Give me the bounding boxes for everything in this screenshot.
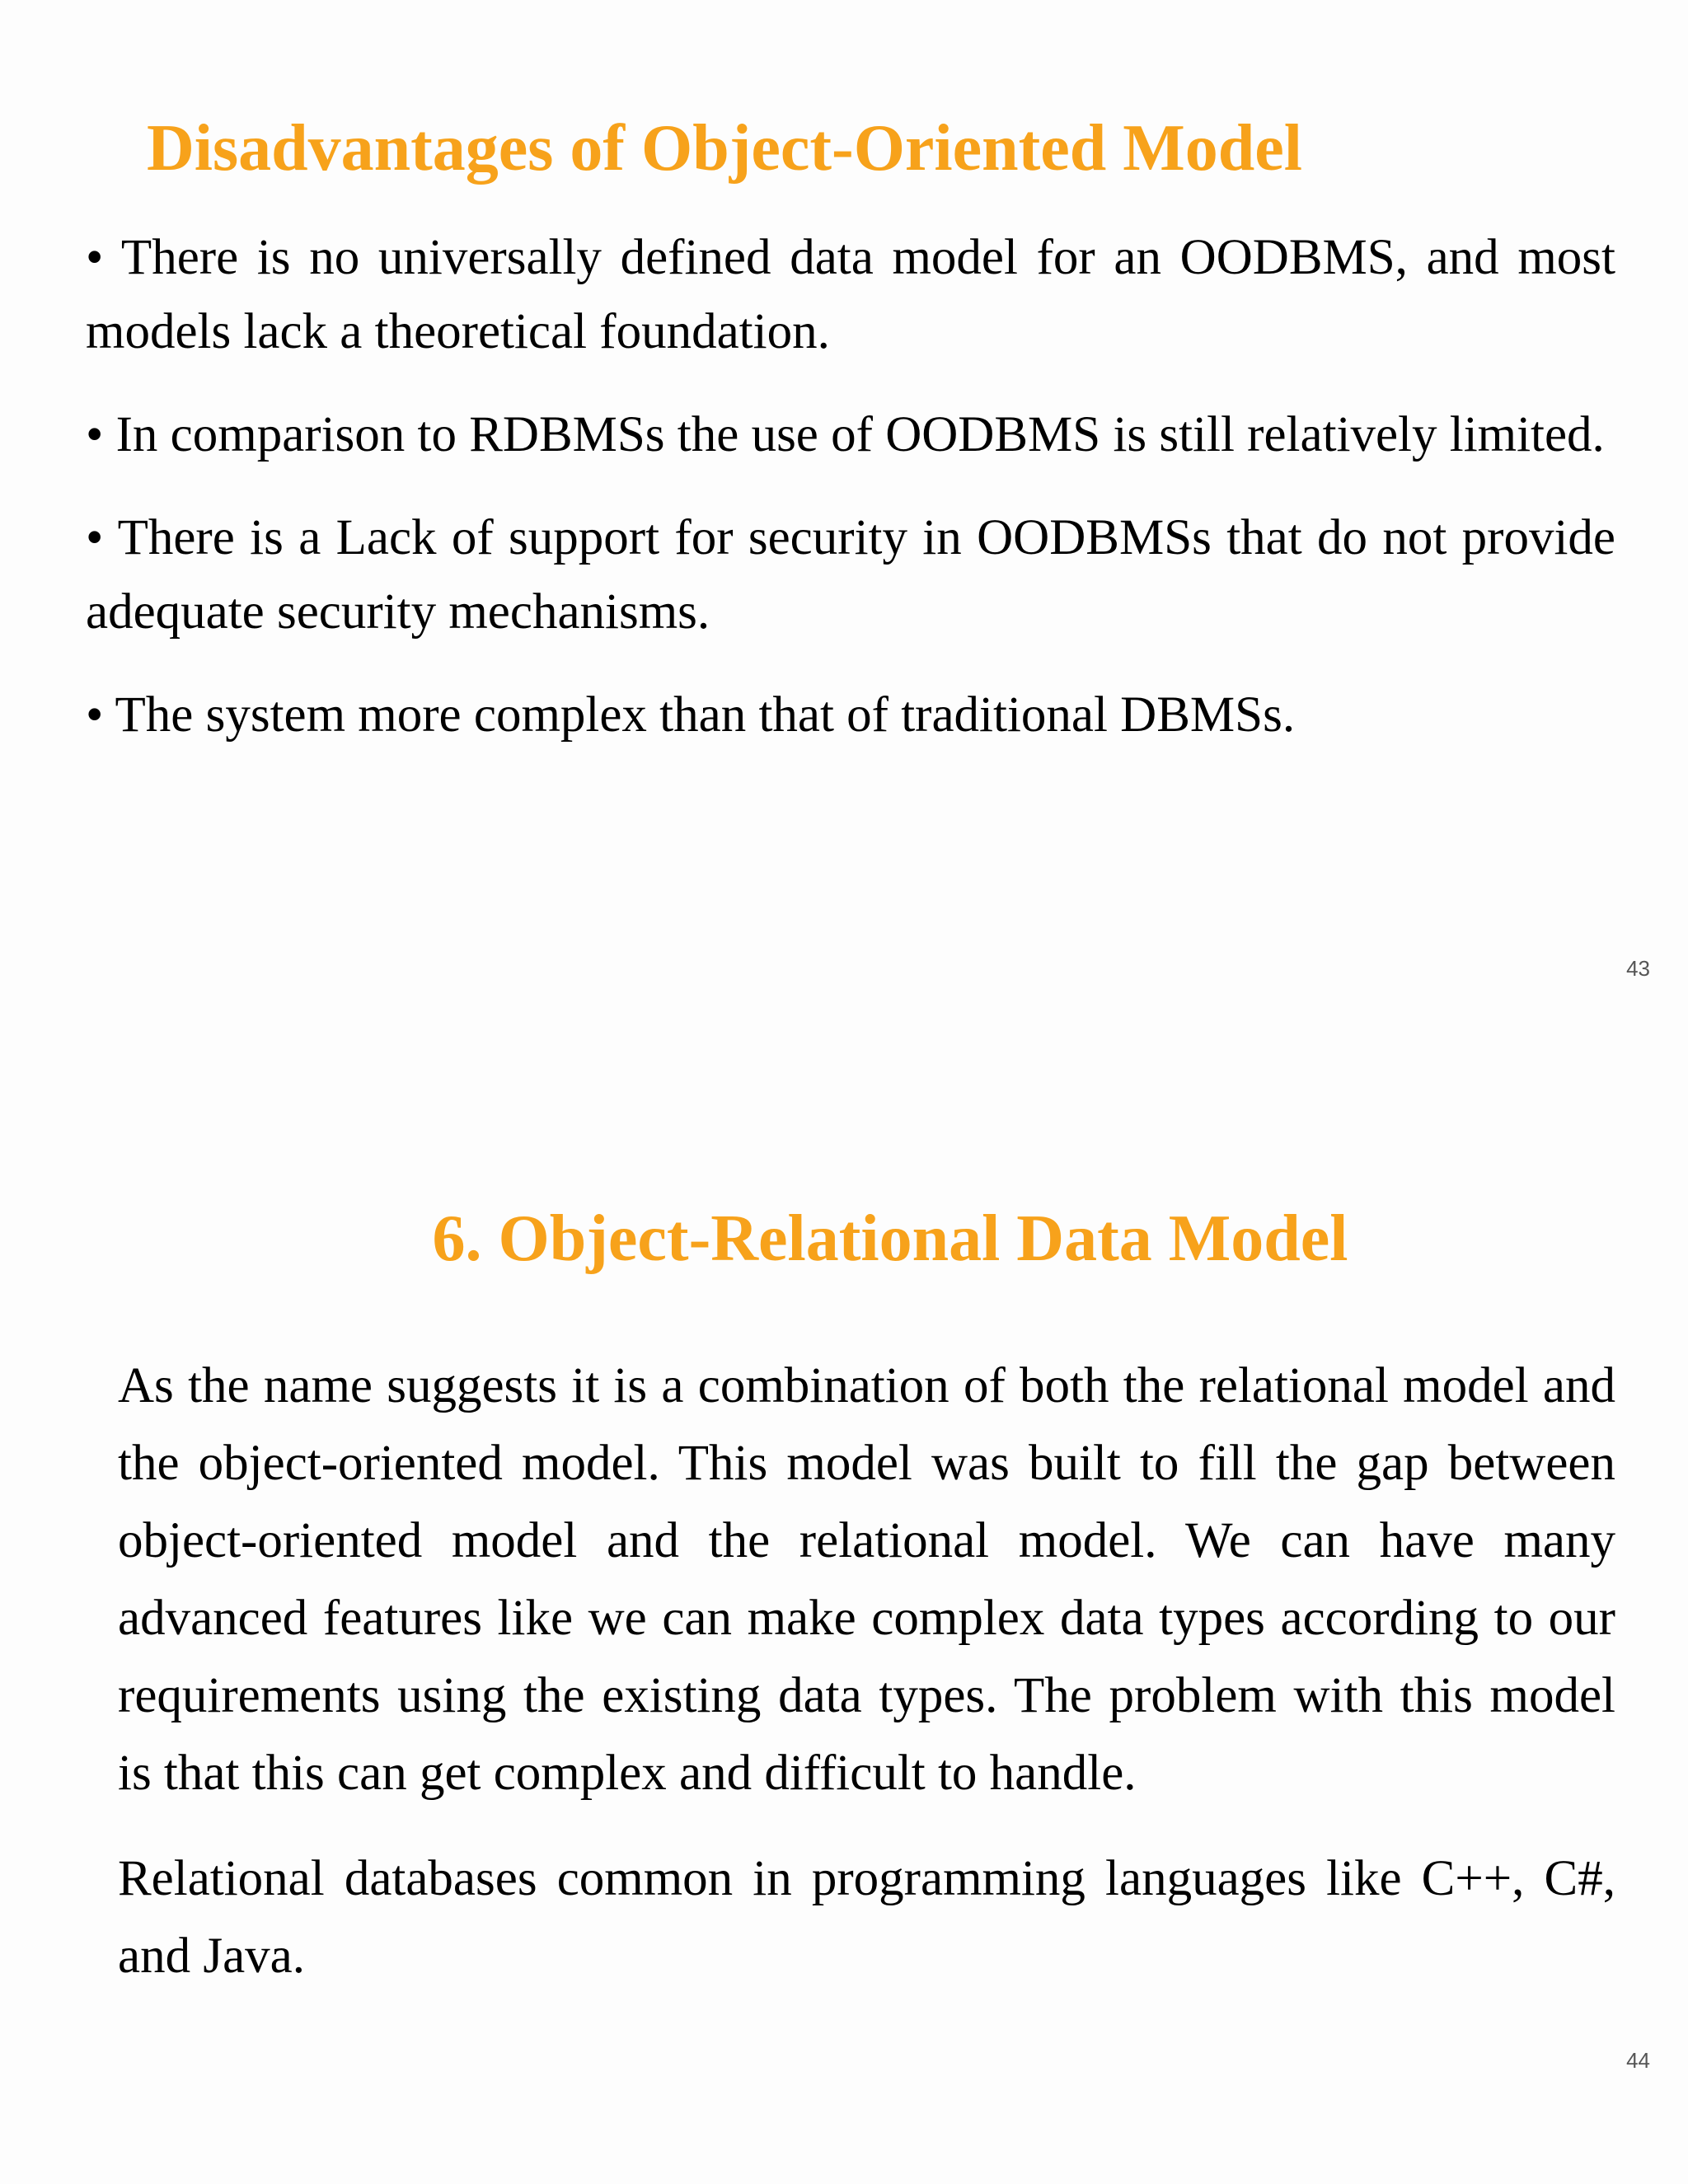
bullet-list — [86, 221, 1615, 781]
slide-44 — [0, 1092, 1688, 2184]
page-number: 44 — [1626, 2048, 1650, 2073]
bullet-item: • In comparison to RDBMSs the use of OODBMS is still relatively limited. — [86, 407, 1605, 462]
slide-body — [118, 1347, 1615, 2023]
bullet-item: • There is no universally defined data model for an OODBMS, and most models lack a theoretical foundation. — [86, 230, 1615, 359]
page-number: 43 — [1626, 956, 1650, 981]
bullet-item: • There is a Lack of support for security in OODBMSs that do not provide adequate security mechanisms. — [86, 510, 1615, 640]
slide-title: Disadvantages of Object-Oriented Model — [147, 112, 1303, 185]
slide-title: 6. Object-Relational Data Model — [432, 1202, 1348, 1275]
body-paragraph: Relational databases common in programming languages like C++, C#, and Java. — [118, 1851, 1615, 1984]
bullet-item: • The system more complex than that of traditional DBMSs. — [86, 687, 1296, 743]
body-paragraph: As the name suggests it is a combination of both the relational model and the object-oriented model. This model was built to fill the gap between object-oriented model and the relational model. We can have many advanced features like we can make complex data types according to our requirements using the existing data types. The problem with this model is that this can get complex and difficult to handle. — [118, 1358, 1615, 1801]
